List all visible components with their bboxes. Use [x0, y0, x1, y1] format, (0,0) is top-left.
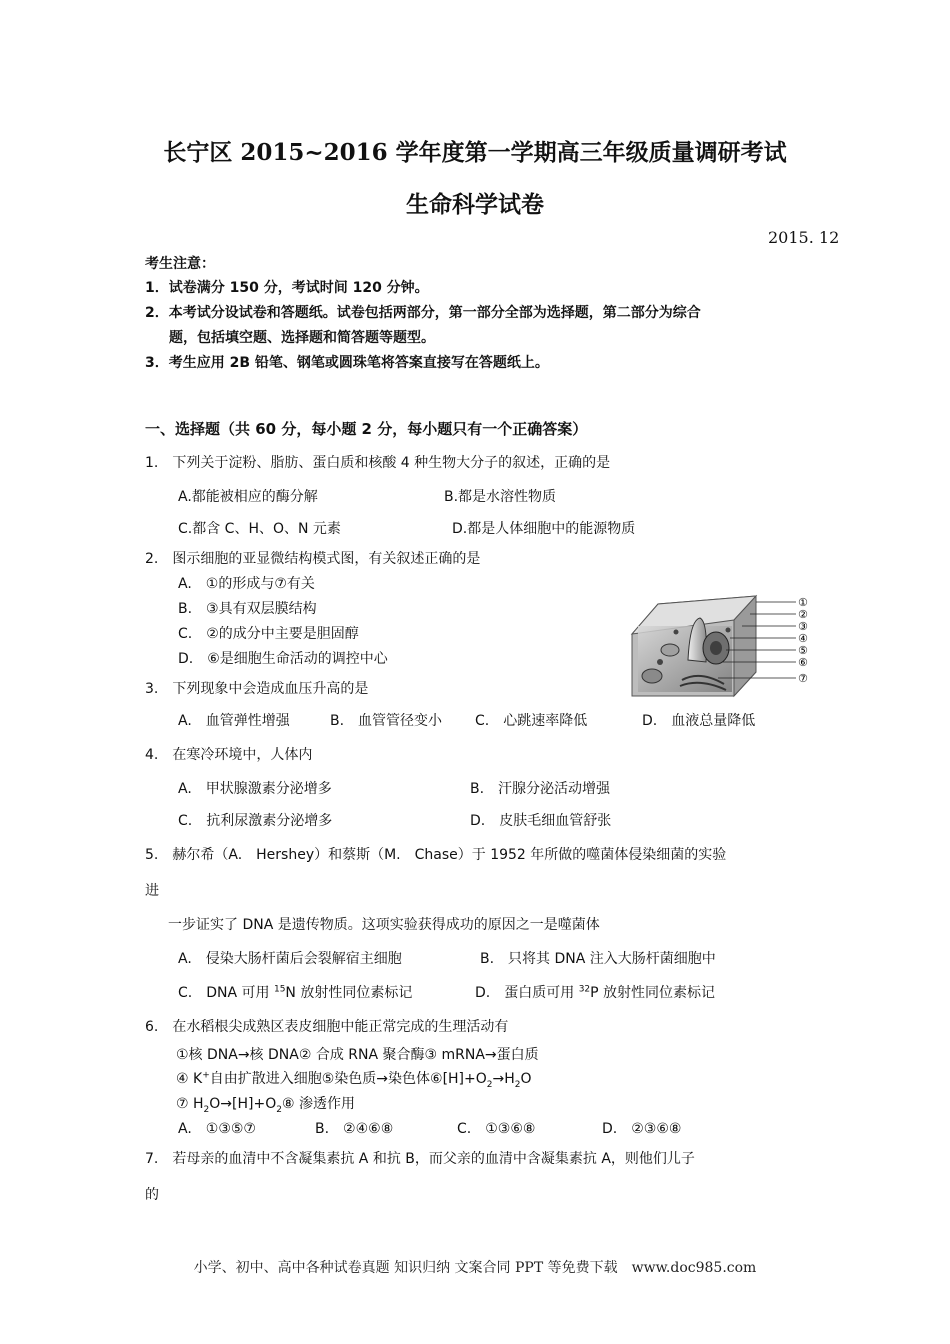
- option-c: C. ②的成分中主要是胆固醇: [178, 626, 359, 642]
- option-c: C. DNA 可用 $^{15}$N 放射性同位素标记: [178, 984, 413, 1001]
- option-a: A. ①③⑤⑦: [178, 1121, 256, 1137]
- question-stem: 4. 在寒冷环境中，人体内: [145, 747, 313, 763]
- notice-item: 题，包括填空题、选择题和简答题等题型。: [169, 330, 435, 346]
- cell-diagram: [630, 590, 820, 700]
- exam-date: 2015. 12: [768, 228, 840, 247]
- option-b: B. 血管管径变小: [330, 713, 443, 729]
- option-a: A. 血管弹性增强: [178, 713, 290, 729]
- question-stem: 2. 图示细胞的亚显微结构模式图，有关叙述正确的是: [145, 551, 481, 567]
- question-stem-cont: 进: [145, 883, 159, 899]
- question-stem-cont: 的: [145, 1187, 159, 1203]
- option-b: B.都是水溶性物质: [444, 489, 557, 505]
- option-c: C.都含 C、H、O、N 元素: [178, 521, 341, 537]
- option-b: B. ③具有双层膜结构: [178, 601, 317, 617]
- option-a: A. 侵染大肠杆菌后会裂解宿主细胞: [178, 951, 402, 967]
- option-d: D.都是人体细胞中的能源物质: [452, 521, 636, 537]
- option-a: A. ①的形成与⑦有关: [178, 576, 315, 592]
- notice-heading: 考生注意：: [145, 256, 215, 272]
- cell-label: ⑥: [798, 656, 808, 669]
- process-line: ⑦ $H_2O\to[H]+O_2⑧$ 渗透作用: [176, 1096, 355, 1115]
- exam-subtitle: 生命科学试卷: [406, 191, 544, 218]
- option-c: C. 抗利尿激素分泌增多: [178, 813, 333, 829]
- cell-illustration: [630, 590, 820, 700]
- option-d: D. 蛋白质可用 $^{32}$P 放射性同位素标记: [475, 984, 716, 1001]
- cell-label: ④: [798, 632, 808, 645]
- option-b: B. 只将其 DNA 注入大肠杆菌细胞中: [480, 951, 716, 967]
- question-stem: 3. 下列现象中会造成血压升高的是: [145, 681, 369, 697]
- cell-label: ③: [798, 620, 808, 633]
- question-stem: 5. 赫尔希（A. Hershey）和蔡斯（M. Chase）于 1952 年所做的噬菌体侵染细菌的实验: [145, 847, 727, 863]
- cell-label: ①: [798, 596, 808, 609]
- option-b: B. ②④⑥⑧: [315, 1121, 394, 1137]
- process-line: ①核 DNA→核 DNA② 合成 RNA 聚合酶③ mRNA→蛋白质: [176, 1047, 539, 1063]
- option-c: C. ①③⑥⑧: [457, 1121, 536, 1137]
- option-b: B. 汗腺分泌活动增强: [470, 781, 611, 797]
- footer-text: 小学、初中、高中各种试卷真题 知识归纳 文案合同 PPT 等免费下载 www.doc985.com: [193, 1260, 757, 1276]
- notice-item: 1．试卷满分 150 分，考试时间 120 分钟。: [145, 280, 429, 296]
- question-stem: 6. 在水稻根尖成熟区表皮细胞中能正常完成的生理活动有: [145, 1019, 509, 1035]
- cell-label: ②: [798, 608, 808, 621]
- question-stem: 7. 若母亲的血清中不含凝集素抗 A 和抗 B，而父亲的血清中含凝集素抗 A，则他们儿子: [145, 1151, 695, 1167]
- question-stem: 1. 下列关于淀粉、脂肪、蛋白质和核酸 4 种生物大分子的叙述，正确的是: [145, 455, 611, 471]
- option-d: D. ⑥是细胞生命活动的调控中心: [178, 651, 388, 667]
- option-d: D. ②③⑥⑧: [602, 1121, 682, 1137]
- option-d: D. 皮肤毛细血管舒张: [470, 813, 612, 829]
- option-c: C. 心跳速率降低: [475, 713, 588, 729]
- notice-item: 2．本考试分设试卷和答题纸。试卷包括两部分，第一部分全部为选择题，第二部分为综合: [145, 305, 701, 321]
- section-heading: 一、选择题（共 60 分，每小题 2 分，每小题只有一个正确答案）: [145, 420, 588, 438]
- option-d: D. 血液总量降低: [642, 713, 756, 729]
- option-a: A.都能被相应的酶分解: [178, 489, 318, 505]
- option-a: A. 甲状腺激素分泌增多: [178, 781, 332, 797]
- exam-title: 长宁区 2015~2016 学年度第一学期高三年级质量调研考试: [163, 139, 787, 166]
- notice-item: 3．考生应用 2B 铅笔、钢笔或圆珠笔将答案直接写在答题纸上。: [145, 355, 549, 371]
- cell-label: ⑤: [798, 644, 808, 657]
- question-stem-cont: 一步证实了 DNA 是遗传物质。这项实验获得成功的原因之一是噬菌体: [168, 917, 600, 933]
- process-line: ④ K+自由扩散进入细胞⑤染色质→染色体$⑥[H]+O_2\to H_2O$: [176, 1070, 532, 1090]
- cell-label: ⑦: [798, 672, 808, 685]
